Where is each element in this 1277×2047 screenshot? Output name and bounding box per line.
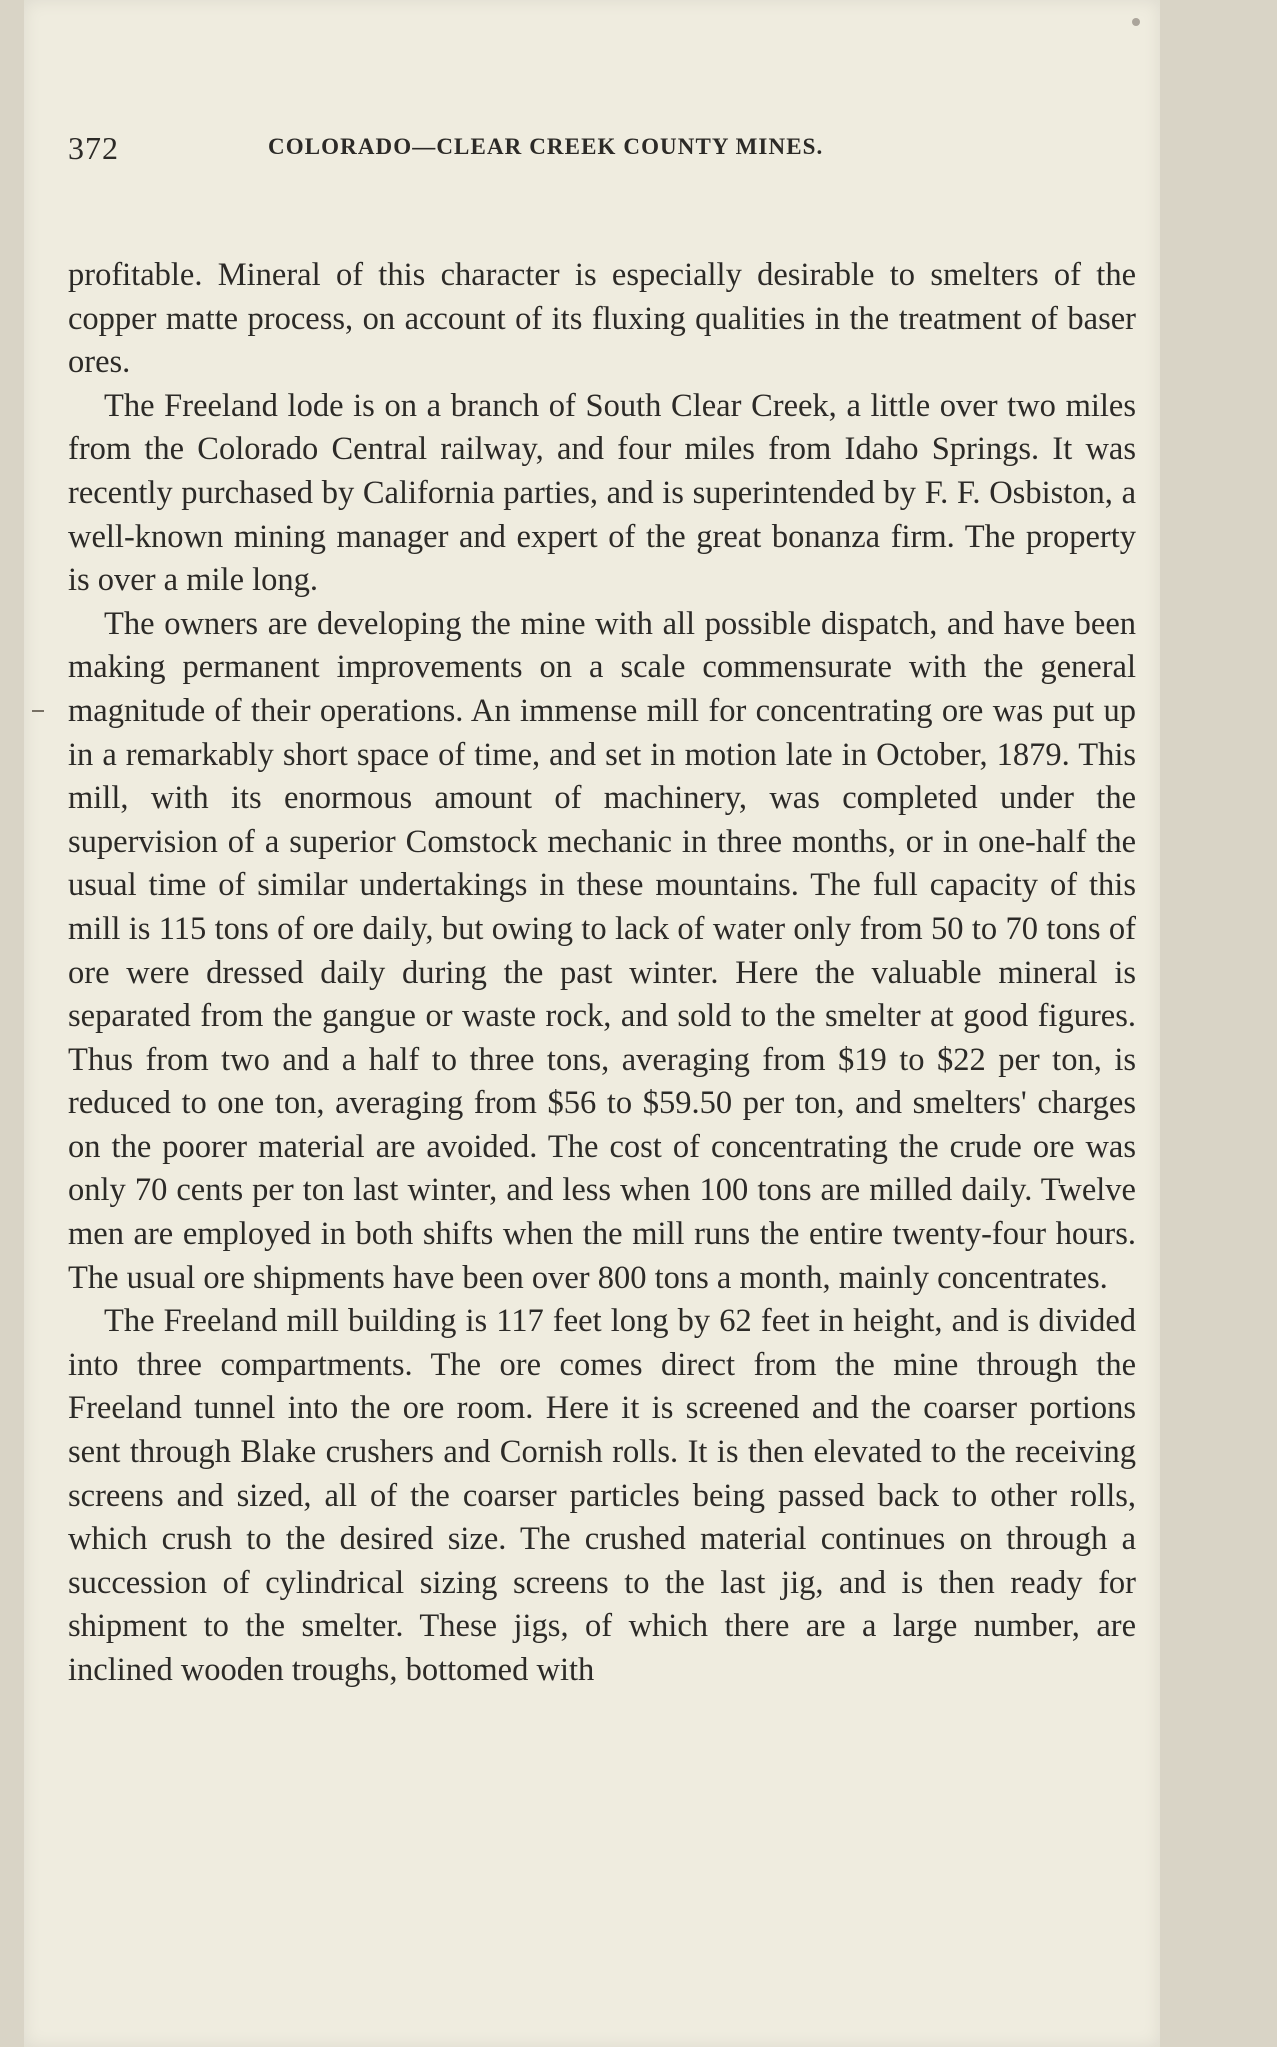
paragraph: The Freeland mill building is 117 feet long by 62 feet in height, and is divided into three compartments. The ore comes direct from the mine through the Freeland tunnel into the ore room. Here it is screened and the coarser portions sent through Blake crushers and Cornish rolls. It is then elevated to the receiving screens and sized, all of the coarser particles being passed back to other rolls, which crush to the desired size. The crushed material continues on through a succession of cylindrical sizing screens to the last jig, and is then ready for shipment to the smelter. These jigs, of which there are a large number, are inclined wooden troughs, bottomed with [68,1303,1136,1688]
margin-mark [32,710,44,712]
page-number: 372 [68,130,119,166]
scan-speck [1132,18,1140,26]
paragraph: The Freeland lode is on a branch of South Clear Creek, a little over two miles from the Colorado Central railway, and four miles from Idaho Springs. It was recently purchased by California parties, and is superintended by F. F. Osbiston, a well-known mining manager and expert of the great bonanza firm. The property is over a mile long. [68,387,1136,599]
book-page [24,0,1160,2047]
page-inner [68,112,1136,2012]
running-head: COLORADO—CLEAR CREEK COUNTY MINES. [268,134,824,159]
paragraph: profitable. Mineral of this character is especially desirable to smelters of the copper matte process, on account of its fluxing qualities in the treatment of baser ores. [68,257,1136,381]
page-body [68,254,1136,1693]
paragraph: The owners are developing the mine with all possible dispatch, and have been making permanent improvements on a scale commensurate with the general magnitude of their operations. An immense mill for concentrating ore was put up in a remarkably short space of time, and set in motion late in October, 1879. This mill, with its enormous amount of machinery, was completed under the supervision of a superior Comstock mechanic in three months, or in one-half the usual time of similar undertakings in these mountains. The full capacity of this mill is 115 tons of ore daily, but owing to lack of water only from 50 to 70 tons of ore were dressed daily during the past winter. Here the valuable mineral is separated from the gangue or waste rock, and sold to the smelter at good figures. Thus from two and a half to three tons, averaging from $19 to $22 per ton, is reduced to one ton, averaging from $56 to $59.50 per ton, and smelters' charges on the poorer material are avoided. The cost of concentrating the crude ore was only 70 cents per ton last winter, and less when 100 tons are milled daily. Twelve men are employed in both shifts when the mill runs the entire twenty-four hours. The usual ore shipments have been over 800 tons a month, mainly concentrates. [68,605,1136,1296]
page-header [68,112,1136,172]
